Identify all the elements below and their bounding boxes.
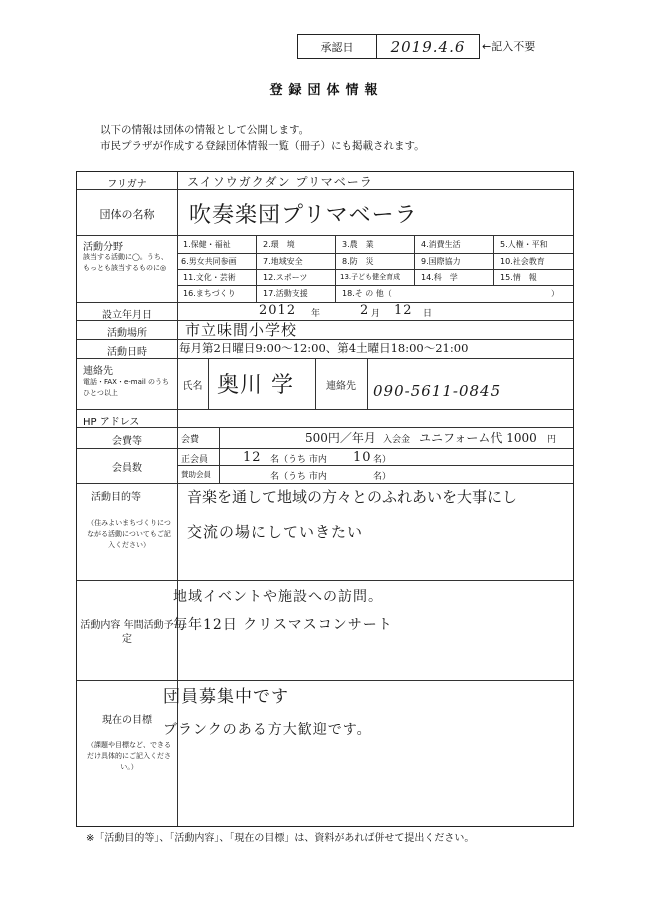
field-note: 該当する活動に◯。うち、もっとも該当するものに◎ [83,253,168,272]
place-label: 活動場所 [107,328,147,339]
contact-note: 電話・FAX・e-mail のうちひとつ以上 [83,378,170,397]
regular-count: 12 [243,450,262,465]
place-value: 市立味間小学校 [185,321,298,339]
hp-label: HP アドレス [83,417,140,428]
furigana-value: スイソウガクダン プリマベーラ [187,175,373,189]
founded-year: 2012 [259,303,297,318]
contact-label: 連絡先 [83,366,113,377]
category-18-close: ） [551,289,559,298]
goal-line-1: 団員募集中です [163,687,289,707]
entry-fee-label: 入会金 [383,435,411,445]
goal-label: 現在の目標 [102,715,152,726]
approval-note: ←記入不要 [482,40,536,53]
founded-label: 設立年月日 [102,310,152,321]
approval-label: 承認日 [298,35,377,58]
purpose-line-2: 交流の場にしていきたい [187,523,364,541]
purpose-line-1: 音楽を通して地域の方々とのふれあいを大事にし [187,488,518,506]
category-3: 3.農 業 [342,240,374,249]
person-value: 奥川 学 [217,373,294,398]
support-text: 名（うち 市内 [270,472,327,482]
name-label: 団体の名称 [99,208,155,221]
datetime-label: 活動日時 [107,347,147,358]
category-11: 11.文化・芸術 [183,273,236,282]
phone-label: 連絡先 [326,381,356,392]
category-16: 16.まちづくり [183,289,236,298]
entry-fee-value: ユニフォーム代 1000 [419,431,537,445]
fee-value: 500円／年月 [305,431,376,445]
intro-line-1: 以下の情報は団体の情報として公開します。 [100,124,310,136]
founded-day-unit: 日 [423,309,433,319]
category-4: 4.消費生活 [421,240,461,249]
category-5: 5.人権・平和 [500,240,548,249]
category-13: 13.子ども健全育成 [340,273,401,281]
category-8: 8.防 災 [342,257,374,266]
page-title: 登録団体情報 [269,83,384,98]
footer-note: ※「活動目的等」、「活動内容」、「現在の目標」は、資料があれば併せて提出ください。 [86,833,475,844]
category-1: 1.保健・福祉 [183,240,231,249]
purpose-label: 活動目的等 [91,492,141,503]
field-label: 活動分野 [83,242,123,253]
content-line-1: 地域イベントや施設への訪問。 [173,589,383,605]
category-7: 7.地域安全 [263,257,303,266]
founded-month-unit: 月 [371,309,381,319]
regular-city-count: 10 [353,450,372,465]
category-14: 14.科 学 [421,273,458,282]
category-9: 9.国際協力 [421,257,461,266]
category-15: 15.情 報 [500,273,537,282]
founded-day: 12 [394,303,413,318]
datetime-value: 毎月第2日曜日9:00〜12:00、第4土曜日18:00〜21:00 [179,341,469,355]
person-label: 氏名 [182,381,203,392]
category-6: 6.男女共同参画 [181,257,237,266]
category-18: 18.そ の 他（ [342,289,392,298]
regular-label: 正会員 [181,455,209,465]
support-tail: 名） [373,472,392,482]
category-2: 2.環 境 [263,240,295,249]
regular-text: 名（うち 市内 [270,455,327,465]
members-label: 会員数 [112,463,142,474]
goal-line-2: ブランクのある方大歓迎です。 [163,722,372,738]
phone-value: 090-5611-0845 [373,382,502,400]
approval-box [297,34,480,59]
support-label: 賛助会員 [181,470,211,479]
regular-tail: 名） [373,455,392,465]
intro-line-2: 市民プラザが作成する登録団体情報一覧（冊子）にも掲載されます。 [100,140,425,152]
founded-month: 2 [360,303,370,318]
fee-sub-label: 会費 [181,435,200,445]
approval-date: 2019.4.6 [390,37,466,56]
furigana-label: フリガナ [107,179,147,190]
category-17: 17.活動支援 [263,289,308,298]
registration-form [76,171,574,827]
content-label: 活動内容 年間活動予定 [80,620,174,645]
purpose-note: （住みよいまちづくりにつながる活動についてもご記入ください） [87,519,171,549]
name-value: 吹奏楽団プリマベーラ [189,203,418,228]
category-10: 10.社会教育 [500,257,545,266]
category-12: 12.スポーツ [263,273,308,282]
founded-year-unit: 年 [311,309,321,319]
content-line-2: 毎年12日 クリスマスコンサート [173,617,393,633]
entry-fee-unit: 円 [547,435,557,445]
goal-note: （課題や目標など、できるだけ具体的にご記入ください。） [87,741,171,771]
fee-label: 会費等 [112,436,142,447]
